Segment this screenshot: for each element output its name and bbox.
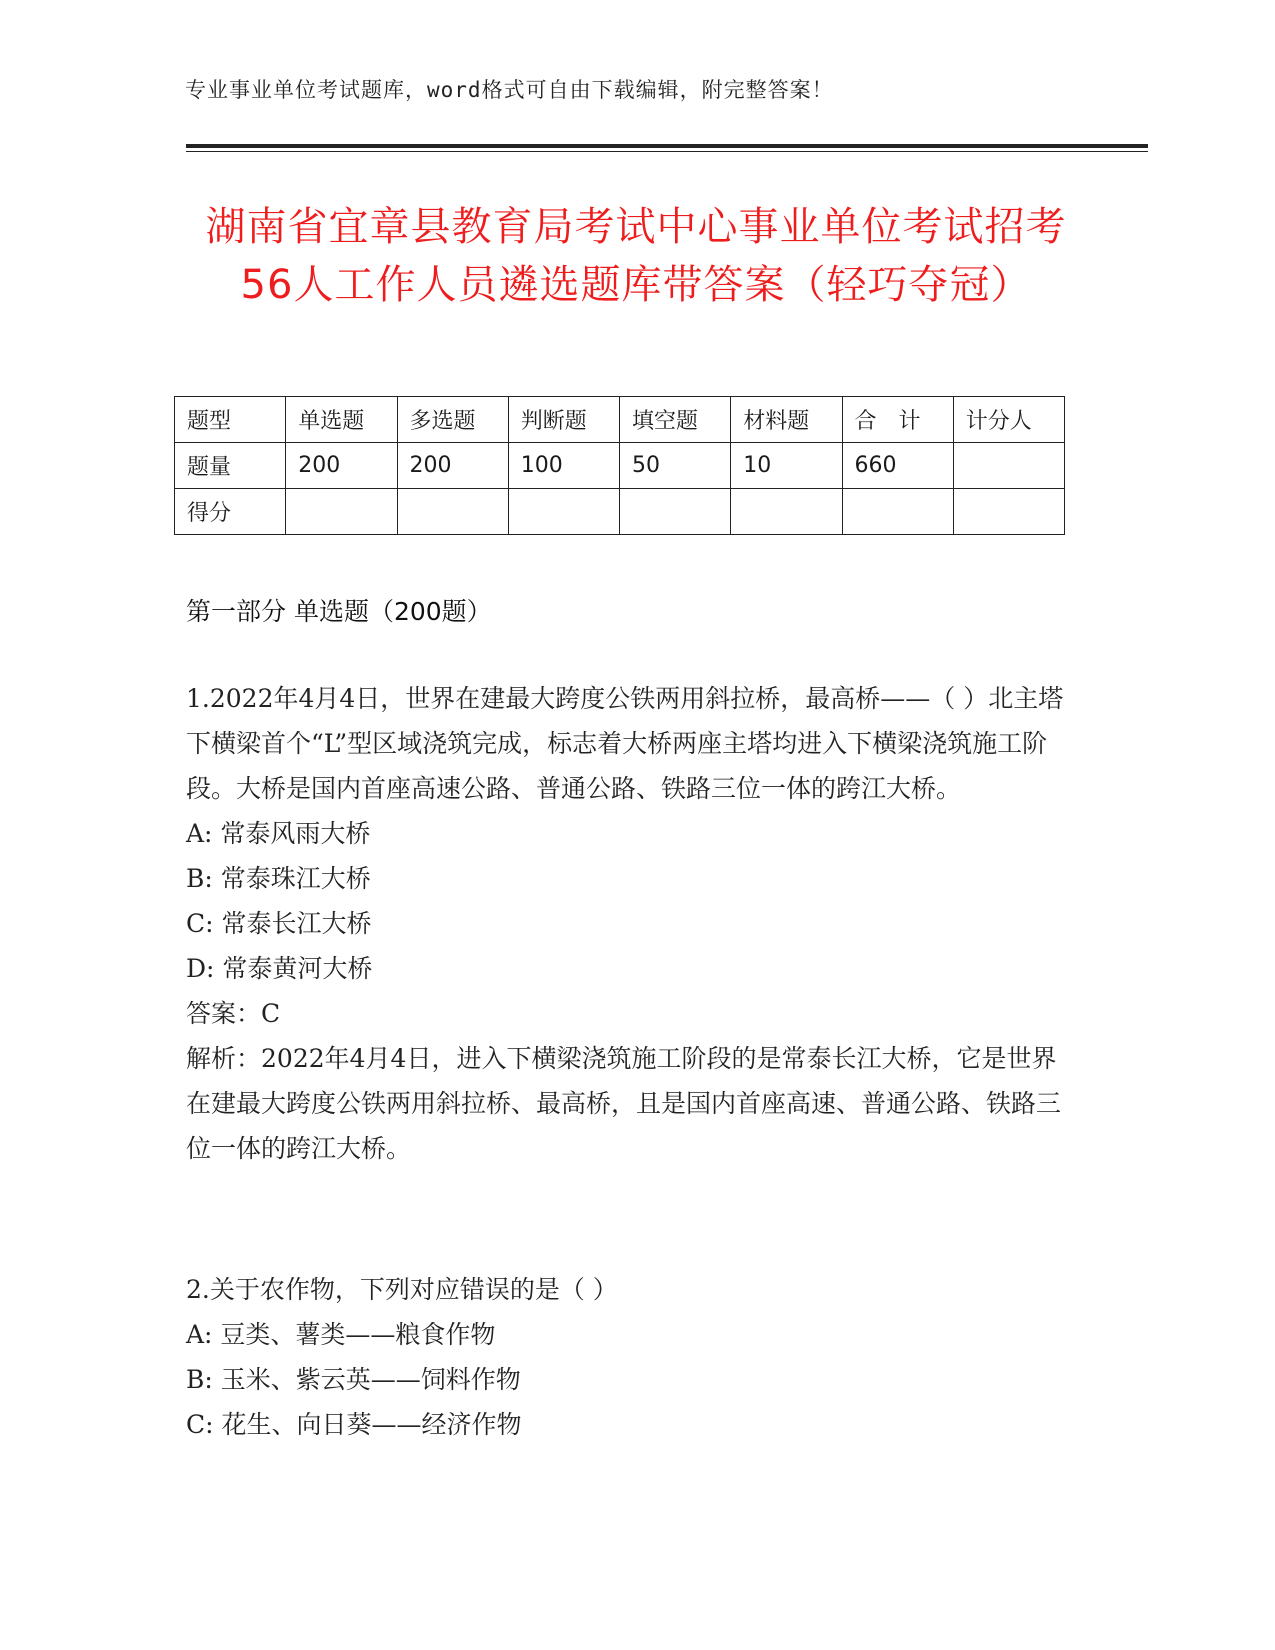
table-cell: 10 <box>731 443 842 489</box>
section-title: 第一部分 单选题（200题） <box>186 597 492 626</box>
option-d: D: 常泰黄河大桥 <box>186 954 373 983</box>
table-cell: 计分人 <box>953 397 1064 443</box>
table-cell: 得分 <box>175 489 286 535</box>
option-b: B: 常泰珠江大桥 <box>186 864 371 893</box>
option-b: B: 玉米、紫云英——饲料作物 <box>186 1365 521 1394</box>
table-cell: 合 计 <box>842 397 953 443</box>
table-cell <box>731 489 842 535</box>
table-cell: 50 <box>620 443 731 489</box>
table-cell <box>620 489 731 535</box>
option-a: A: 豆类、薯类——粮食作物 <box>186 1320 496 1349</box>
table-cell <box>953 489 1064 535</box>
table-cell: 题型 <box>175 397 286 443</box>
analysis-line <box>186 1036 1066 1171</box>
document-title: 湖南省宜章县教育局考试中心事业单位考试招考56人工作人员遴选题库带答案（轻巧夺冠） <box>205 204 1067 308</box>
table-row <box>175 397 1065 443</box>
table-cell: 填空题 <box>620 397 731 443</box>
table-cell <box>953 443 1064 489</box>
table-cell: 660 <box>842 443 953 489</box>
table-cell: 200 <box>286 443 397 489</box>
table-row <box>175 489 1065 535</box>
table-cell <box>842 489 953 535</box>
table-cell: 单选题 <box>286 397 397 443</box>
table-cell: 题量 <box>175 443 286 489</box>
header-note: 专业事业单位考试题库，word格式可自由下载编辑，附完整答案！ <box>185 78 834 102</box>
answer-label: 答案： <box>186 999 262 1028</box>
header-rule-thin <box>186 151 1148 152</box>
option-a: A: 常泰风雨大桥 <box>186 819 371 848</box>
table-cell <box>508 489 619 535</box>
option-c: C: 花生、向日葵——经济作物 <box>186 1410 522 1439</box>
analysis-label: 解析： <box>186 1044 262 1073</box>
table-cell: 100 <box>508 443 619 489</box>
answer-line <box>186 991 1066 1036</box>
option-c: C: 常泰长江大桥 <box>186 909 372 938</box>
score-table <box>174 396 1065 535</box>
table-cell <box>286 489 397 535</box>
header-rule-thick <box>186 144 1148 148</box>
table-cell <box>397 489 508 535</box>
question-1 <box>186 676 1066 1171</box>
question-2 <box>186 1267 1066 1447</box>
table-cell: 判断题 <box>508 397 619 443</box>
table-row <box>175 443 1065 489</box>
answer-value: C <box>261 999 281 1028</box>
question-stem: 2.关于农作物，下列对应错误的是（ ） <box>186 1275 618 1304</box>
analysis-text: 2022年4月4日，进入下横梁浇筑施工阶段的是常泰长江大桥，它是世界在建最大跨度公铁两用斜拉桥、最高桥，且是国内首座高速、普通公路、铁路三位一体的跨江大桥。 <box>186 1044 1062 1163</box>
question-stem: 1.2022年4月4日，世界在建最大跨度公铁两用斜拉桥，最高桥——（ ）北主塔下横梁首个“L”型区域浇筑完成，标志着大桥两座主塔均进入下横梁浇筑施工阶段。大桥是国内首座高速公路、普通公路、铁路三位一体的跨江大桥。 <box>186 684 1064 803</box>
table-cell: 多选题 <box>397 397 508 443</box>
table-cell: 材料题 <box>731 397 842 443</box>
table-cell: 200 <box>397 443 508 489</box>
